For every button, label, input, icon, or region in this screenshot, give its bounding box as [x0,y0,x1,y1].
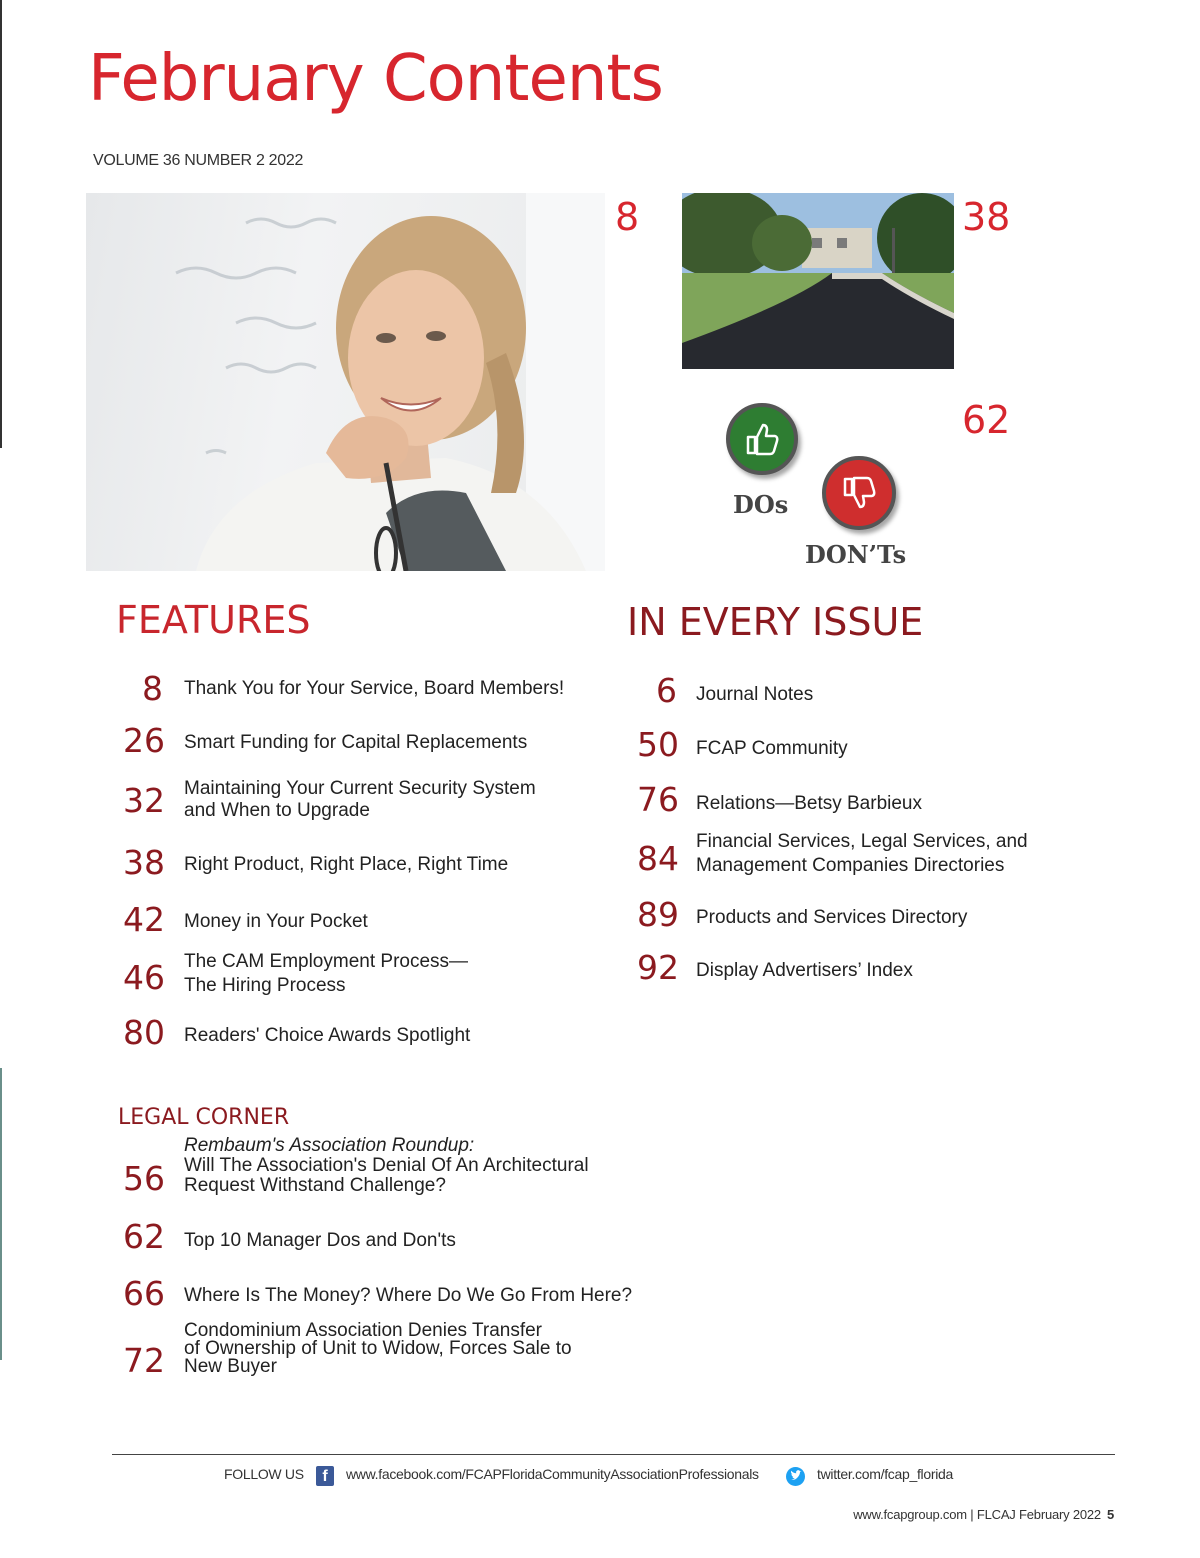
footer-divider [112,1454,1115,1455]
page-number: 92 [637,948,679,987]
road-page-ref: 38 [962,195,1011,239]
article-title: Rembaum's Association Roundup: Will The Association's Denial Of An Architectural Request Withstand Challenge? [184,1135,589,1196]
page-number: 38 [123,843,165,882]
article-title: Financial Services, Legal Services, and Management Companies Directories [696,831,1028,876]
thumbs-up-glyph [742,419,782,459]
page-number: 50 [637,725,679,764]
article-title: Products and Services Directory [696,907,968,928]
page-number: 8 [142,669,163,708]
article-title: Readers' Choice Awards Spotlight [184,1025,471,1046]
twitter-icon[interactable] [786,1467,805,1486]
page-number: 76 [637,780,679,819]
article-title: Thank You for Your Service, Board Members! [184,678,565,699]
article-title: Relations—Betsy Barbieux [696,793,922,814]
page-number: 84 [637,839,679,878]
page-number: 72 [123,1341,165,1380]
volume-line: VOLUME 36 NUMBER 2 2022 [93,152,304,169]
page-number: 89 [637,895,679,934]
left-edge-line [0,0,2,448]
article-title: Smart Funding for Capital Replacements [184,732,528,753]
woman-photo-illustration [86,193,605,571]
page-number: 66 [123,1274,165,1313]
thumbs-up-icon [726,403,798,475]
page-number-footer: 5 [1106,1507,1114,1522]
twitter-link[interactable]: twitter.com/fcap_florida [817,1466,953,1482]
dosdonts-page-ref: 62 [962,398,1011,442]
article-title: Maintaining Your Current Security System and When to Upgrade [184,778,536,821]
page-number: 42 [123,900,165,939]
page-number: 26 [123,721,165,760]
facebook-link[interactable]: www.facebook.com/FCAPFloridaCommunityAssociationProfessionals [346,1466,759,1482]
article-title: Where Is The Money? Where Do We Go From Here? [184,1285,633,1306]
road-photo [682,193,954,369]
legal-corner-heading: LEGAL CORNER [118,1105,290,1130]
features-heading: FEATURES [116,598,311,642]
article-title: Display Advertisers’ Index [696,960,913,981]
photo-page-ref: 8 [615,195,640,239]
thumbs-down-icon [822,456,896,530]
every-issue-heading: IN EVERY ISSUE [627,600,924,644]
article-title: Top 10 Manager Dos and Don'ts [184,1230,456,1251]
facebook-icon[interactable]: f [316,1466,334,1486]
page-number: 6 [656,671,677,710]
article-title: FCAP Community [696,738,848,759]
donts-label: DON’Ts [805,540,907,569]
article-title: The CAM Employment Process— The Hiring Process [184,951,469,996]
page-number: 32 [123,781,165,820]
article-title: Right Product, Right Place, Right Time [184,854,509,875]
article-title: Money in Your Pocket [184,911,368,932]
article-title: Journal Notes [696,684,814,705]
thumbs-down-glyph [839,473,879,513]
page-number: 46 [123,958,165,997]
follow-us-label: FOLLOW US [224,1466,304,1482]
page-folio [853,1507,1114,1522]
page-number: 56 [123,1159,165,1198]
page-number: 62 [123,1217,165,1256]
road-photo-illustration [682,193,954,369]
twitter-bird-glyph [786,1467,805,1486]
article-title: Condominium Association Denies Transfer of Ownership of Unit to Widow, Forces Sale to New Buyer [184,1320,572,1377]
woman-photo [86,193,605,571]
page-number: 80 [123,1013,165,1052]
page-title: February Contents [88,42,663,116]
left-edge-line-lower [0,1068,2,1360]
dos-label: DOs [733,490,789,519]
folio-text: www.fcapgroup.com | FLCAJ February 2022 [853,1507,1101,1522]
